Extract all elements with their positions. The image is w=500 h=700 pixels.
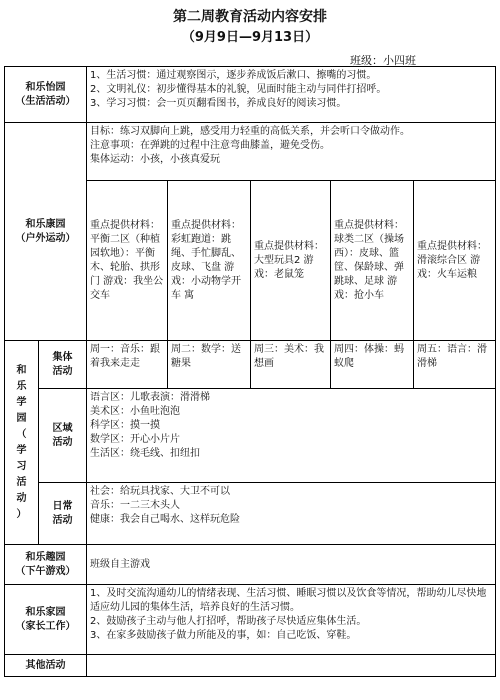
group-day: 周二：数学：送糖果 (168, 341, 251, 389)
family-item: 2、鼓励孩子主动与他人打招呼，帮助孩子尽快适应集体生活。 (90, 616, 367, 627)
outdoor-zone: 重点提供材料：大型玩具2 游戏：老鼠笼 (251, 181, 331, 341)
area-content (87, 389, 496, 483)
life-item: 2、文明礼仪：初步懂得基本的礼貌，见面时能主动与同伴打招呼。 (90, 84, 387, 95)
area-item: 语言区：儿歌表演：滑滑梯 (90, 392, 210, 403)
class-label: 班级：小四班 (350, 54, 416, 67)
group-day: 周三：美术：我想画 (251, 341, 331, 389)
row-label-life: 和乐怡园 （生活活动） (5, 67, 87, 123)
outdoor-note: 注意事项：在弹跳的过程中注意弯曲膝盖，避免受伤。 (90, 140, 330, 151)
row-outdoor-goals (5, 123, 496, 181)
outdoor-group: 集体运动：小孩，小孩真爱玩 (90, 154, 220, 165)
outdoor-zone: 重点提供材料：平衡二区（种植园软地）：平衡木、轮胎、拱形门 游戏：我坐公交车 (87, 181, 168, 341)
other-content (87, 655, 496, 677)
group-day: 周一：音乐：跟着我来走走 (87, 341, 168, 389)
life-item: 1、生活习惯：通过观察图示，逐步养成饭后漱口、擦嘴的习惯。 (90, 70, 377, 81)
row-label-family: 和乐家园 （家长工作） (5, 585, 87, 655)
page-title: 第二周教育活动内容安排 (173, 9, 327, 25)
outdoor-goals (87, 123, 496, 181)
row-label-fun: 和乐趣园 （下午游戏） (5, 545, 87, 585)
daily-item: 健康：我会自己喝水、这样玩危险 (90, 514, 240, 525)
schedule-table (4, 66, 496, 677)
family-content (87, 585, 496, 655)
family-item: 3、在家多鼓励孩子做力所能及的事，如：自己吃饭、穿鞋。 (90, 630, 357, 641)
group-day: 周四：体操：蚂蚁爬 (331, 341, 414, 389)
outdoor-zone: 重点提供材料：球类二区（操场西）：皮球、篮筐、保龄球、弹跳球、足球 游戏：抢小车 (331, 181, 414, 341)
row-label-study: 和 乐 学 园 （ 学 习 活 动 ） (5, 341, 39, 545)
fun-content: 班级自主游戏 (87, 545, 496, 585)
outdoor-zone: 重点提供材料：滑滚综合区 游戏：火车运粮 (414, 181, 496, 341)
row-other (5, 655, 496, 677)
row-study-area (5, 389, 496, 483)
sub-label-area: 区域 活动 (39, 389, 87, 483)
daily-item: 社会：给玩具找家、大卫不可以 (90, 486, 230, 497)
date-range: （9月9日—9月13日） (181, 30, 319, 45)
sub-label-group: 集体 活动 (39, 341, 87, 389)
group-day: 周五：语言：滑滑梯 (414, 341, 496, 389)
row-study-group (5, 341, 496, 389)
outdoor-goal: 目标：练习双脚向上跳，感受用力轻重的高低关系，并会听口令做动作。 (90, 126, 410, 137)
row-study-daily (5, 483, 496, 545)
sub-label-daily: 日常 活动 (39, 483, 87, 545)
daily-content (87, 483, 496, 545)
row-label-outdoor: 和乐康园 （户外运动） (5, 123, 87, 341)
area-item: 数学区：开心小片片 (90, 434, 180, 445)
row-family (5, 585, 496, 655)
outdoor-zone: 重点提供材料：彩虹跑道：跳绳、手忙脚乱、皮球、飞盘 游戏：小动物学开车 寓 (168, 181, 251, 341)
area-item: 生活区：绕毛线、扣纽扣 (90, 448, 200, 459)
area-item: 科学区：摸一摸 (90, 420, 160, 431)
row-life (5, 67, 496, 123)
daily-item: 音乐：一二三木头人 (90, 500, 180, 511)
row-fun (5, 545, 496, 585)
life-item: 3、学习习惯：会一页页翻看图书，养成良好的阅读习惯。 (90, 98, 347, 109)
area-item: 美术区：小鱼吐泡泡 (90, 406, 180, 417)
row-label-other: 其他活动 (5, 655, 87, 677)
family-item: 1、及时交流沟通幼儿的情绪表现、生活习惯、睡眠习惯以及饮食等情况，帮助幼儿尽快地适应幼儿园的集体生活，培养良好的生活习惯。 (90, 588, 487, 613)
life-content (87, 67, 496, 123)
